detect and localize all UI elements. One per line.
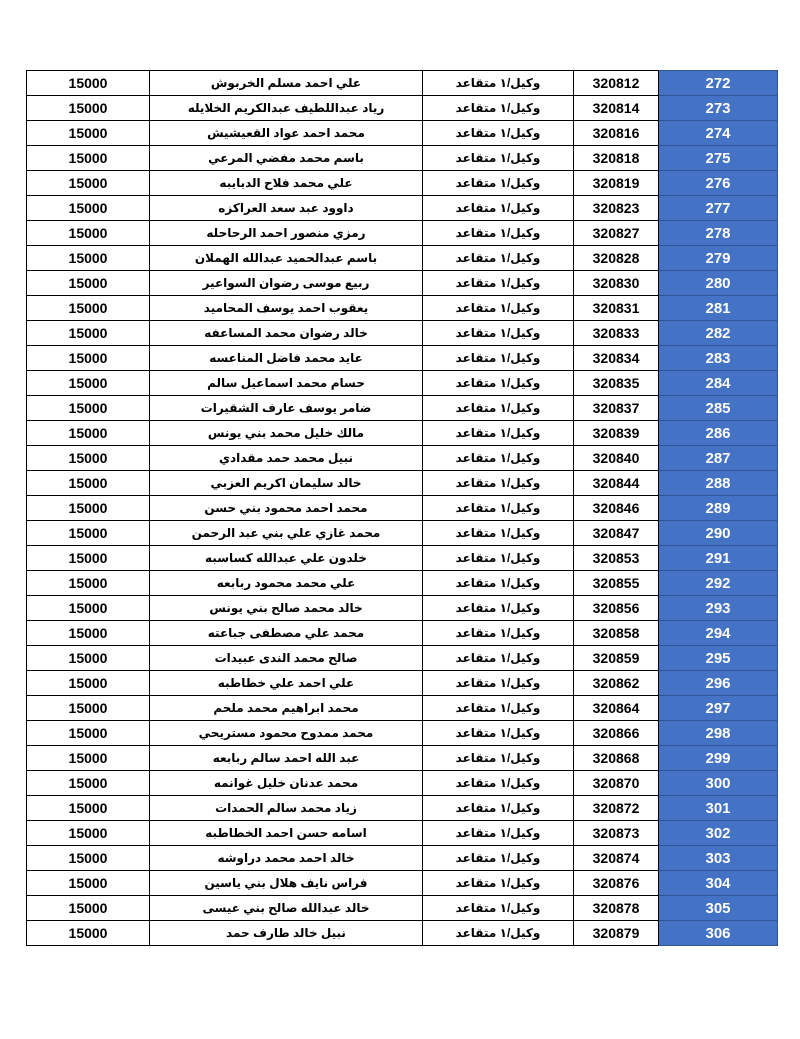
military-number-cell: 320834 — [574, 346, 659, 371]
rank-cell: وكيل/١ متقاعد — [423, 821, 574, 846]
rank-cell: وكيل/١ متقاعد — [423, 496, 574, 521]
sequence-cell: 306 — [659, 921, 778, 946]
table-row — [27, 421, 778, 446]
table-row — [27, 71, 778, 96]
name-cell: اسامه حسن احمد الخطاطبه — [150, 821, 423, 846]
table-body — [27, 71, 778, 946]
sequence-cell: 303 — [659, 846, 778, 871]
military-number-cell: 320878 — [574, 896, 659, 921]
amount-cell: 15000 — [27, 396, 150, 421]
military-number-cell: 320870 — [574, 771, 659, 796]
military-number-cell: 320879 — [574, 921, 659, 946]
name-cell: محمد ممدوح محمود مستريحي — [150, 721, 423, 746]
rank-cell: وكيل/١ متقاعد — [423, 521, 574, 546]
rank-cell: وكيل/١ متقاعد — [423, 221, 574, 246]
rank-cell: وكيل/١ متقاعد — [423, 871, 574, 896]
amount-cell: 15000 — [27, 71, 150, 96]
table-row — [27, 321, 778, 346]
name-cell: علي احمد مسلم الخربوش — [150, 71, 423, 96]
military-number-cell: 320856 — [574, 596, 659, 621]
name-cell: محمد غازي علي بني عبد الرحمن — [150, 521, 423, 546]
table-row — [27, 546, 778, 571]
sequence-cell: 282 — [659, 321, 778, 346]
military-number-cell: 320859 — [574, 646, 659, 671]
rank-cell: وكيل/١ متقاعد — [423, 646, 574, 671]
name-cell: محمد احمد عواد القعيشيش — [150, 121, 423, 146]
rank-cell: وكيل/١ متقاعد — [423, 896, 574, 921]
name-cell: يعقوب احمد يوسف المحاميد — [150, 296, 423, 321]
rank-cell: وكيل/١ متقاعد — [423, 771, 574, 796]
table-row — [27, 221, 778, 246]
table-row — [27, 571, 778, 596]
amount-cell: 15000 — [27, 246, 150, 271]
military-number-cell: 320831 — [574, 296, 659, 321]
military-number-cell: 320855 — [574, 571, 659, 596]
sequence-cell: 297 — [659, 696, 778, 721]
amount-cell: 15000 — [27, 196, 150, 221]
amount-cell: 15000 — [27, 821, 150, 846]
name-cell: رمزي منصور احمد الرحاحله — [150, 221, 423, 246]
military-number-cell: 320828 — [574, 246, 659, 271]
amount-cell: 15000 — [27, 171, 150, 196]
sequence-cell: 305 — [659, 896, 778, 921]
name-cell: مالك خليل محمد بني يونس — [150, 421, 423, 446]
table-row — [27, 821, 778, 846]
name-cell: خالد سليمان اكريم العزبي — [150, 471, 423, 496]
table-row — [27, 96, 778, 121]
sequence-cell: 293 — [659, 596, 778, 621]
military-number-cell: 320868 — [574, 746, 659, 771]
amount-cell: 15000 — [27, 796, 150, 821]
amount-cell: 15000 — [27, 746, 150, 771]
rank-cell: وكيل/١ متقاعد — [423, 696, 574, 721]
table-row — [27, 621, 778, 646]
sequence-cell: 289 — [659, 496, 778, 521]
sequence-cell: 273 — [659, 96, 778, 121]
amount-cell: 15000 — [27, 596, 150, 621]
rank-cell: وكيل/١ متقاعد — [423, 396, 574, 421]
table-row — [27, 371, 778, 396]
military-number-cell: 320864 — [574, 696, 659, 721]
military-number-cell: 320814 — [574, 96, 659, 121]
name-cell: باسم عبدالحميد عبدالله الهملان — [150, 246, 423, 271]
table-row — [27, 496, 778, 521]
rank-cell: وكيل/١ متقاعد — [423, 921, 574, 946]
sequence-cell: 278 — [659, 221, 778, 246]
amount-cell: 15000 — [27, 696, 150, 721]
military-number-cell: 320839 — [574, 421, 659, 446]
amount-cell: 15000 — [27, 471, 150, 496]
table-row — [27, 721, 778, 746]
amount-cell: 15000 — [27, 271, 150, 296]
name-cell: خالد رضوان محمد المساعفه — [150, 321, 423, 346]
amount-cell: 15000 — [27, 846, 150, 871]
table-row — [27, 171, 778, 196]
military-number-cell: 320830 — [574, 271, 659, 296]
military-number-cell: 320819 — [574, 171, 659, 196]
name-cell: خلدون علي عبدالله كساسبه — [150, 546, 423, 571]
military-number-cell: 320823 — [574, 196, 659, 221]
name-cell: باسم محمد مفضي المرعي — [150, 146, 423, 171]
table-row — [27, 746, 778, 771]
rank-cell: وكيل/١ متقاعد — [423, 121, 574, 146]
table-row — [27, 896, 778, 921]
sequence-cell: 281 — [659, 296, 778, 321]
military-number-cell: 320816 — [574, 121, 659, 146]
beneficiaries-table — [26, 70, 778, 946]
sequence-cell: 290 — [659, 521, 778, 546]
sequence-cell: 286 — [659, 421, 778, 446]
rank-cell: وكيل/١ متقاعد — [423, 196, 574, 221]
name-cell: داوود عبد سعد العراكزه — [150, 196, 423, 221]
rank-cell: وكيل/١ متقاعد — [423, 796, 574, 821]
sequence-cell: 304 — [659, 871, 778, 896]
table-row — [27, 696, 778, 721]
table-row — [27, 471, 778, 496]
sequence-cell: 294 — [659, 621, 778, 646]
sequence-cell: 292 — [659, 571, 778, 596]
military-number-cell: 320818 — [574, 146, 659, 171]
sequence-cell: 277 — [659, 196, 778, 221]
sequence-cell: 280 — [659, 271, 778, 296]
amount-cell: 15000 — [27, 621, 150, 646]
name-cell: رياد عبداللطيف عبدالكريم الخلايله — [150, 96, 423, 121]
amount-cell: 15000 — [27, 771, 150, 796]
sequence-cell: 279 — [659, 246, 778, 271]
rank-cell: وكيل/١ متقاعد — [423, 71, 574, 96]
sequence-cell: 275 — [659, 146, 778, 171]
sequence-cell: 295 — [659, 646, 778, 671]
sequence-cell: 301 — [659, 796, 778, 821]
name-cell: ربيع موسى رضوان السواعير — [150, 271, 423, 296]
table-row — [27, 871, 778, 896]
amount-cell: 15000 — [27, 96, 150, 121]
table-row — [27, 121, 778, 146]
sequence-cell: 284 — [659, 371, 778, 396]
military-number-cell: 320835 — [574, 371, 659, 396]
table-row — [27, 921, 778, 946]
name-cell: عبد الله احمد سالم ربابعه — [150, 746, 423, 771]
rank-cell: وكيل/١ متقاعد — [423, 96, 574, 121]
name-cell: ضامر يوسف عارف الشقيرات — [150, 396, 423, 421]
name-cell: محمد عدنان خليل غوانمه — [150, 771, 423, 796]
rank-cell: وكيل/١ متقاعد — [423, 346, 574, 371]
amount-cell: 15000 — [27, 121, 150, 146]
military-number-cell: 320862 — [574, 671, 659, 696]
name-cell: زياد محمد سالم الحمدات — [150, 796, 423, 821]
military-number-cell: 320844 — [574, 471, 659, 496]
amount-cell: 15000 — [27, 371, 150, 396]
name-cell: محمد علي مصطفى جباعته — [150, 621, 423, 646]
sequence-cell: 272 — [659, 71, 778, 96]
name-cell: نبيل محمد حمد مقدادي — [150, 446, 423, 471]
sequence-cell: 302 — [659, 821, 778, 846]
name-cell: فراس نايف هلال بني ياسين — [150, 871, 423, 896]
amount-cell: 15000 — [27, 671, 150, 696]
rank-cell: وكيل/١ متقاعد — [423, 596, 574, 621]
rank-cell: وكيل/١ متقاعد — [423, 671, 574, 696]
table-row — [27, 446, 778, 471]
name-cell: نبيل خالد طارف حمد — [150, 921, 423, 946]
name-cell: علي محمد فلاح الدبايبه — [150, 171, 423, 196]
table-row — [27, 271, 778, 296]
rank-cell: وكيل/١ متقاعد — [423, 746, 574, 771]
amount-cell: 15000 — [27, 346, 150, 371]
table-row — [27, 596, 778, 621]
amount-cell: 15000 — [27, 421, 150, 446]
rank-cell: وكيل/١ متقاعد — [423, 546, 574, 571]
table-row — [27, 796, 778, 821]
rank-cell: وكيل/١ متقاعد — [423, 171, 574, 196]
table-row — [27, 146, 778, 171]
rank-cell: وكيل/١ متقاعد — [423, 446, 574, 471]
amount-cell: 15000 — [27, 146, 150, 171]
rank-cell: وكيل/١ متقاعد — [423, 296, 574, 321]
military-number-cell: 320873 — [574, 821, 659, 846]
military-number-cell: 320876 — [574, 871, 659, 896]
military-number-cell: 320866 — [574, 721, 659, 746]
rank-cell: وكيل/١ متقاعد — [423, 321, 574, 346]
amount-cell: 15000 — [27, 646, 150, 671]
amount-cell: 15000 — [27, 321, 150, 346]
rank-cell: وكيل/١ متقاعد — [423, 421, 574, 446]
military-number-cell: 320846 — [574, 496, 659, 521]
sequence-cell: 298 — [659, 721, 778, 746]
military-number-cell: 320874 — [574, 846, 659, 871]
military-number-cell: 320858 — [574, 621, 659, 646]
sequence-cell: 288 — [659, 471, 778, 496]
sequence-cell: 274 — [659, 121, 778, 146]
amount-cell: 15000 — [27, 496, 150, 521]
amount-cell: 15000 — [27, 921, 150, 946]
table-row — [27, 196, 778, 221]
amount-cell: 15000 — [27, 571, 150, 596]
name-cell: صالح محمد الندى عبيدات — [150, 646, 423, 671]
military-number-cell: 320840 — [574, 446, 659, 471]
name-cell: علي احمد علي خطاطبه — [150, 671, 423, 696]
name-cell: خالد محمد صالح بني يونس — [150, 596, 423, 621]
name-cell: خالد عبدالله صالح بني عيسى — [150, 896, 423, 921]
name-cell: حسام محمد اسماعيل سالم — [150, 371, 423, 396]
table-row — [27, 646, 778, 671]
military-number-cell: 320872 — [574, 796, 659, 821]
military-number-cell: 320812 — [574, 71, 659, 96]
name-cell: عايد محمد فاضل المناعسه — [150, 346, 423, 371]
sequence-cell: 299 — [659, 746, 778, 771]
amount-cell: 15000 — [27, 871, 150, 896]
amount-cell: 15000 — [27, 521, 150, 546]
amount-cell: 15000 — [27, 446, 150, 471]
table-row — [27, 771, 778, 796]
sequence-cell: 291 — [659, 546, 778, 571]
table-row — [27, 346, 778, 371]
military-number-cell: 320847 — [574, 521, 659, 546]
amount-cell: 15000 — [27, 896, 150, 921]
sequence-cell: 300 — [659, 771, 778, 796]
military-number-cell: 320853 — [574, 546, 659, 571]
rank-cell: وكيل/١ متقاعد — [423, 246, 574, 271]
sequence-cell: 296 — [659, 671, 778, 696]
rank-cell: وكيل/١ متقاعد — [423, 721, 574, 746]
rank-cell: وكيل/١ متقاعد — [423, 371, 574, 396]
rank-cell: وكيل/١ متقاعد — [423, 846, 574, 871]
rank-cell: وكيل/١ متقاعد — [423, 621, 574, 646]
name-cell: خالد احمد محمد دراوشه — [150, 846, 423, 871]
table-row — [27, 671, 778, 696]
sequence-cell: 287 — [659, 446, 778, 471]
rank-cell: وكيل/١ متقاعد — [423, 471, 574, 496]
sequence-cell: 283 — [659, 346, 778, 371]
rank-cell: وكيل/١ متقاعد — [423, 571, 574, 596]
rank-cell: وكيل/١ متقاعد — [423, 146, 574, 171]
military-number-cell: 320827 — [574, 221, 659, 246]
name-cell: علي محمد محمود ربابعه — [150, 571, 423, 596]
table-row — [27, 296, 778, 321]
rank-cell: وكيل/١ متقاعد — [423, 271, 574, 296]
amount-cell: 15000 — [27, 721, 150, 746]
amount-cell: 15000 — [27, 546, 150, 571]
table-row — [27, 246, 778, 271]
name-cell: محمد احمد محمود بني حسن — [150, 496, 423, 521]
table-row — [27, 521, 778, 546]
amount-cell: 15000 — [27, 221, 150, 246]
sequence-cell: 285 — [659, 396, 778, 421]
sequence-cell: 276 — [659, 171, 778, 196]
amount-cell: 15000 — [27, 296, 150, 321]
table-row — [27, 846, 778, 871]
military-number-cell: 320837 — [574, 396, 659, 421]
name-cell: محمد ابراهيم محمد ملحم — [150, 696, 423, 721]
military-number-cell: 320833 — [574, 321, 659, 346]
table-row — [27, 396, 778, 421]
